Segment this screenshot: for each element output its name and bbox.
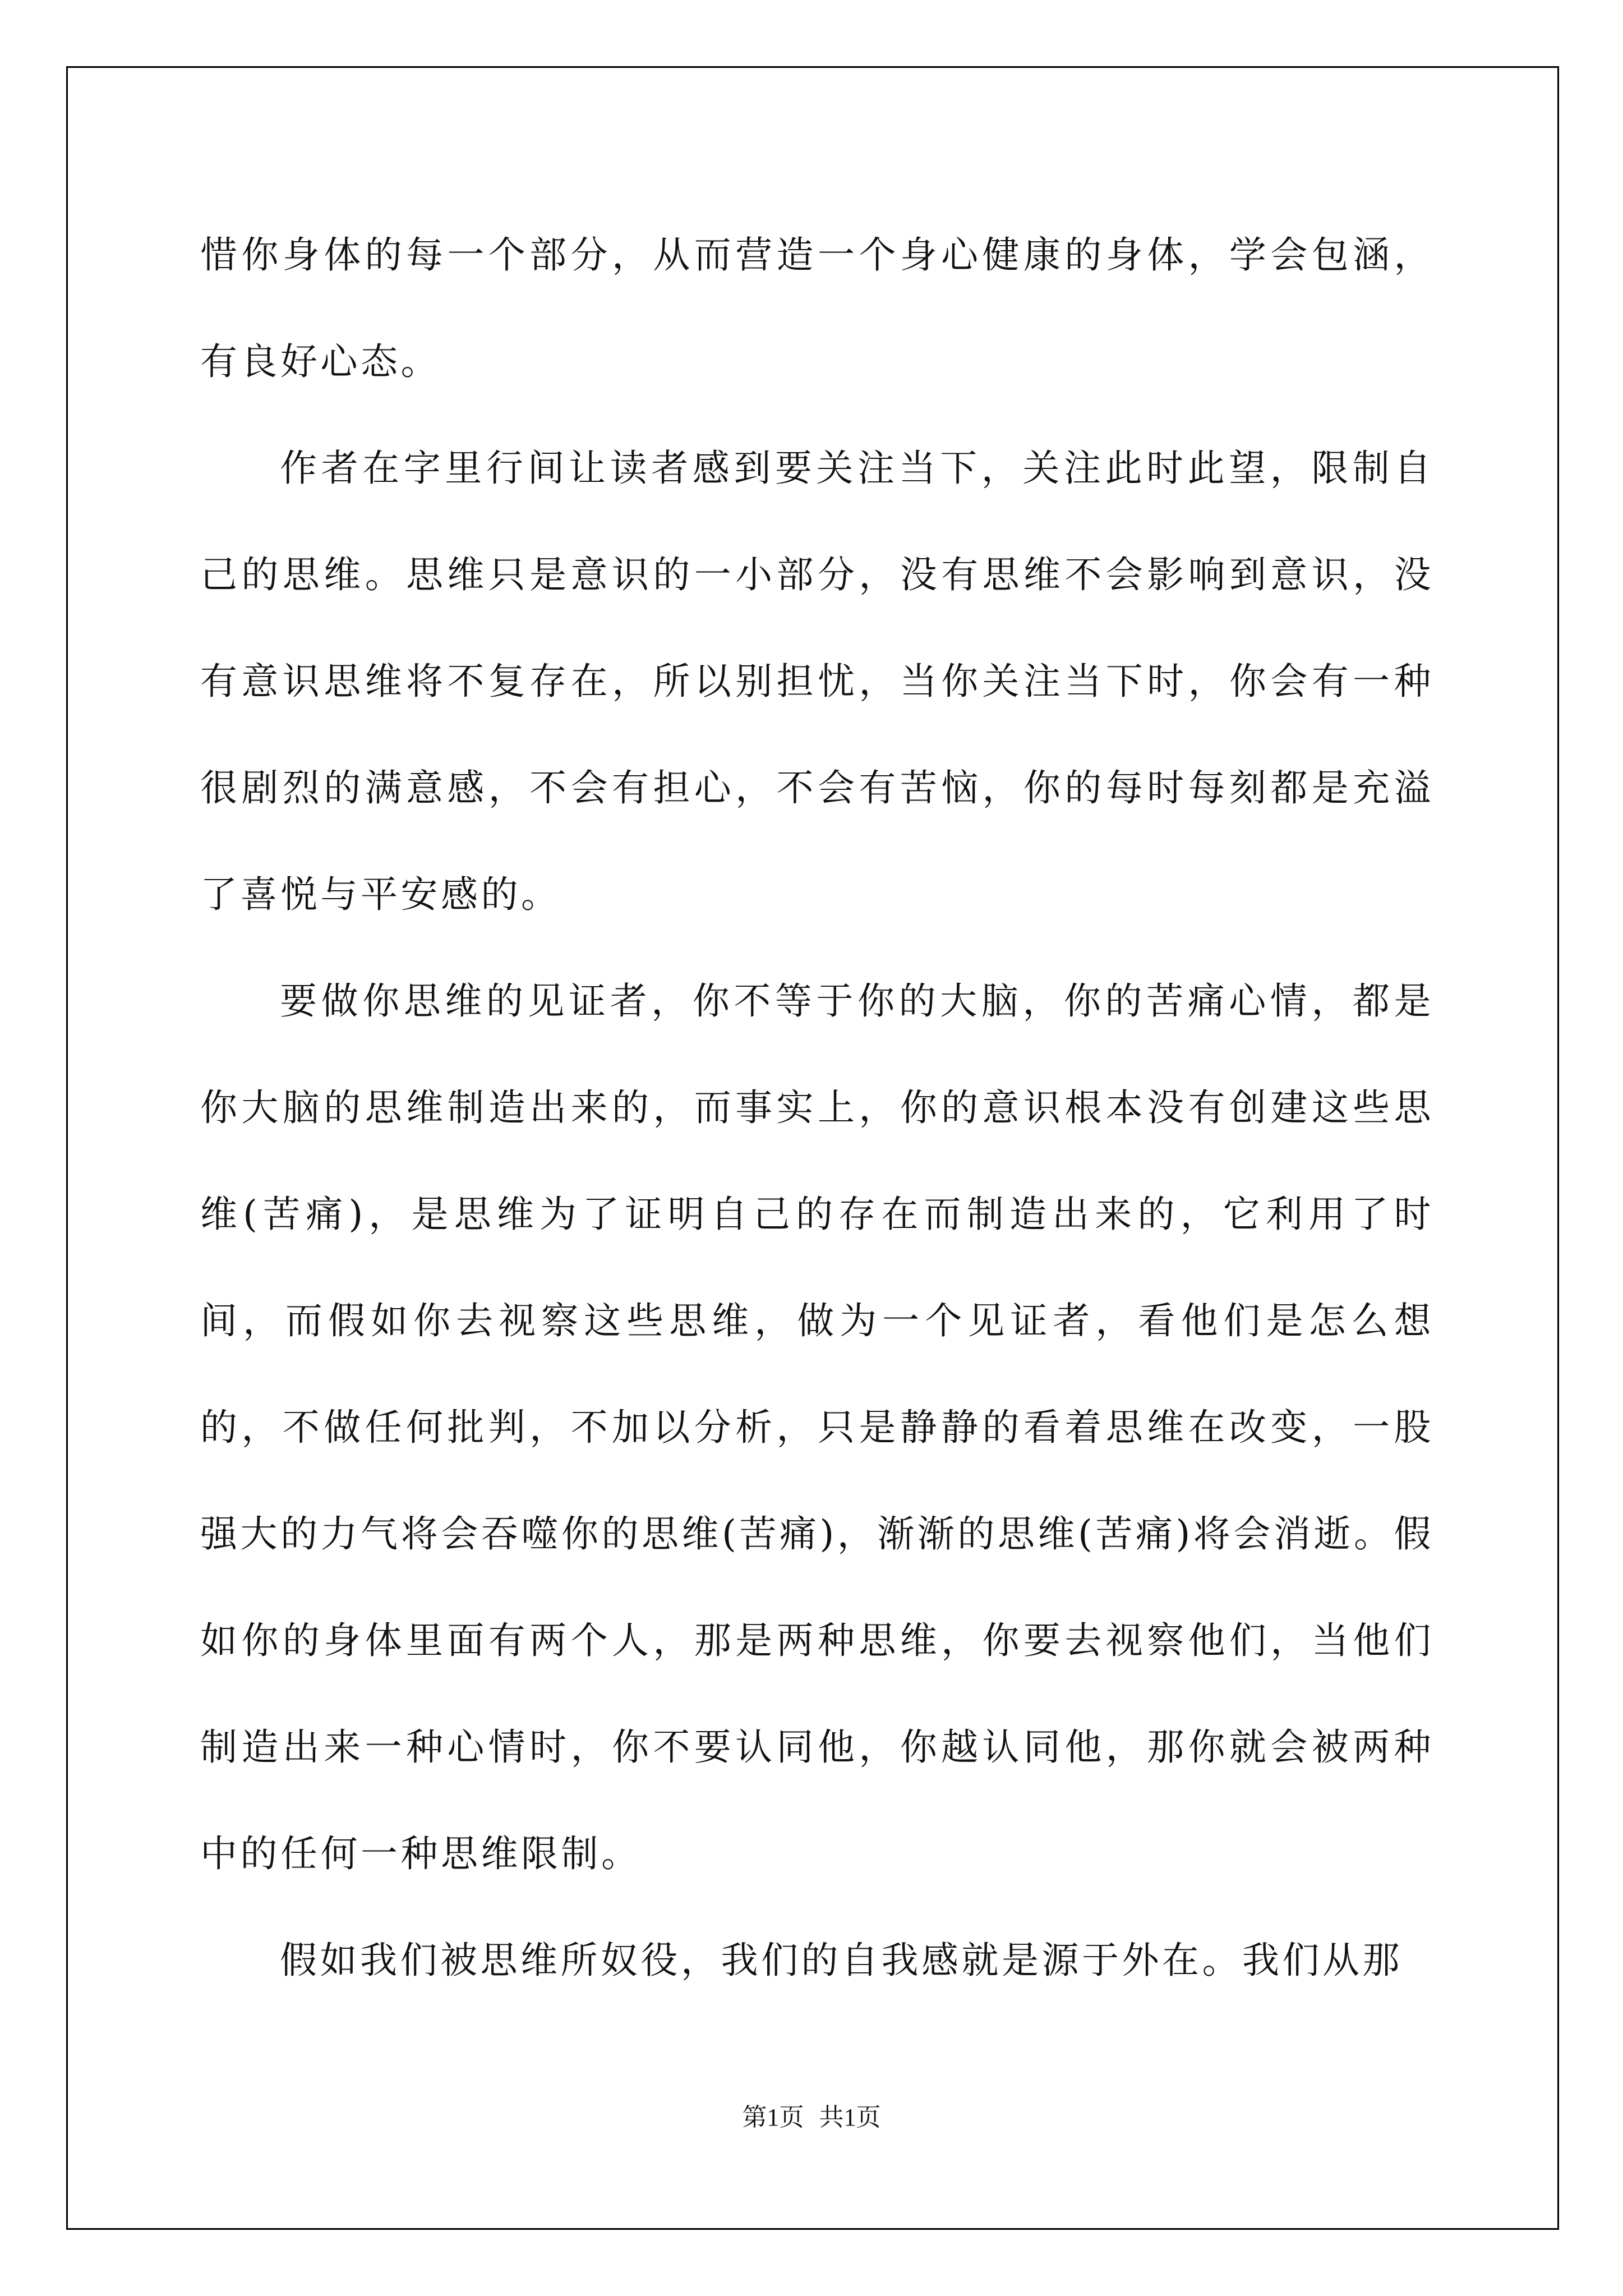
document-body (200, 202, 1434, 2014)
paragraph-1: 惜你身体的每一个部分，从而营造一个身心健康的身体，学会包涵，有良好心态。 (200, 233, 1434, 383)
page-number: 第1页 (742, 2104, 804, 2131)
paragraph-3: 要做你思维的见证者，你不等于你的大脑，你的苦痛心情，都是你大脑的思维制造出来的，而事实上，你的意识根本没有创建这些思维(苦痛)，是思维为了证明自己的存在而制造出来的，它利用了时间，而假如你去视察这些思维，做为一个见证者，看他们是怎么想的，不做任何批判，不加以分析，只是静静的看着思维在改变，一股强大的力气将会吞噬你的思维(苦痛)，渐渐的思维(苦痛)将会消逝。假如你的身体里面有两个人，那是两种思维，你要去视察他们，当他们制造出来一种心情时，你不要认同他，你越认同他，那你就会被两种中的任何一种思维限制。 (200, 979, 1434, 1875)
paragraph-4: 假如我们被思维所奴役，我们的自我感就是源于外在。我们从那 (280, 1939, 1403, 1982)
page-total: 共1页 (819, 2104, 881, 2131)
paragraph-2: 作者在字里行间让读者感到要关注当下，关注此时此望，限制自己的思维。思维只是意识的一小部分，没有思维不会影响到意识，没有意识思维将不复存在，所以别担忧，当你关注当下时，你会有一种很剧烈的满意感，不会有担心，不会有苦恼，你的每时每刻都是充溢了喜悦与平安感的。 (200, 447, 1434, 916)
page-footer (0, 2101, 1623, 2134)
